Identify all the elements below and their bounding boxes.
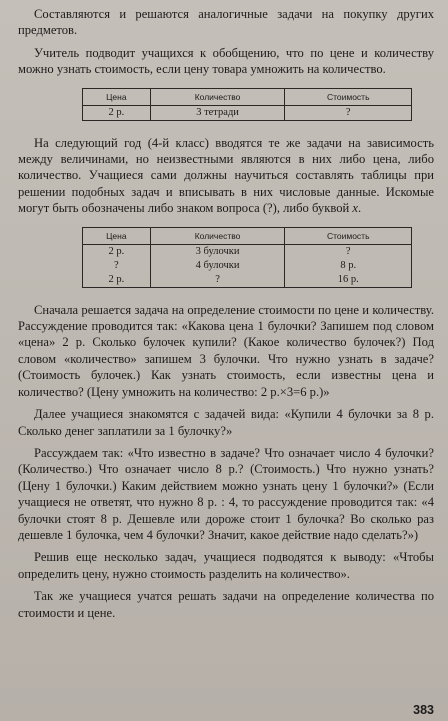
paragraph-text: На следующий год (4-й класс) вводятся те же задачи на зависимость между величинами, но неизвестными являются в них либо цена, либо количество. Учащиеся сами должны научиться составлять таблицы при решении подобных задач и вписывать в них числовые данные. Искомые могут быть обозначены либо знаком вопроса (?), либо буквой [18,135,434,216]
paragraph: Учитель подводит учащихся к обобщению, что по цене и количеству можно узнать стоимость, если цену товара умножить на количество. [18,45,434,77]
table-header: Количество [150,88,285,105]
variable: x [352,201,358,216]
table-price-quantity-cost [82,88,412,121]
table-buns [82,227,412,288]
table-row [83,244,412,259]
table-header: Цена [83,227,151,244]
table-header: Цена [83,88,151,105]
table-cell: 2 р. [83,105,151,120]
paragraph: Решив еще несколько задач, учащиеся подводятся к выводу: «Чтобы определить цену, нужно стоимость разделить на количество». [18,550,434,581]
paragraph [18,135,434,217]
table-cell: 2 р. [83,273,151,288]
table-header: Стоимость [285,88,412,105]
paragraph: Составляются и решаются аналогичные задачи на покупку других предметов. [18,7,434,38]
paragraph: Так же учащиеся учатся решать задачи на определение количества по стоимости и цене. [18,589,434,620]
table-row [83,105,412,120]
table-cell: 2 р. [83,244,151,259]
table-header: Количество [150,227,285,244]
table-cell: ? [83,259,151,273]
table-cell: 4 булочки [150,259,285,273]
table-cell: ? [285,105,412,120]
table-cell: 16 р. [285,273,412,288]
table-cell: 3 булочки [150,244,285,259]
paragraph: Далее учащиеся знакомятся с задачей вида: «Купили 4 булочки за 8 р. Сколько денег заплатили за 1 булочку?» [18,407,434,438]
table-row [83,273,412,288]
page-number: 383 [413,703,434,717]
table-cell: 3 тетради [150,105,285,120]
table-cell: ? [150,273,285,288]
table-header: Стоимость [285,227,412,244]
table-cell: 8 р. [285,259,412,273]
paragraph-end: . [357,201,362,216]
table-cell: ? [285,244,412,259]
table-row [83,259,412,273]
paragraph: Рассуждаем так: «Что известно в задаче? Что означает число 4 булочки? (Количество.) Что означает число 8 р.? (Стоимость.) Что нужно узнать? (Цену 1 булочки.) Каким действием можно узнать цену 1 булочки?» (Если учащиеся не ответят, что нужно 8 р. : 4, то рассуждение проводится так: «4 булочки стоят 8 р. Дешевле или дороже стоит 1 булочка? Во сколько раз дешевле 1 булочка, чем 4 булочки? Значит, какое действие надо сделать?») [18,445,434,542]
paragraph: Сначала решается задача на определение стоимости по цене и количеству. Рассуждение проводится так: «Какова цена 1 булочки? Запишем под словом «цена» 2 р. Сколько булочек купили? (Какое количество булочек?) Под словом «количество» запишем 3 булочки. Что нужно узнать в задаче? (Стоимость булочек.) Как узнать стоимость, если известны цена и количество? (Цену умножить на количество: 2 р.×3=6 р.)» [18,302,434,399]
